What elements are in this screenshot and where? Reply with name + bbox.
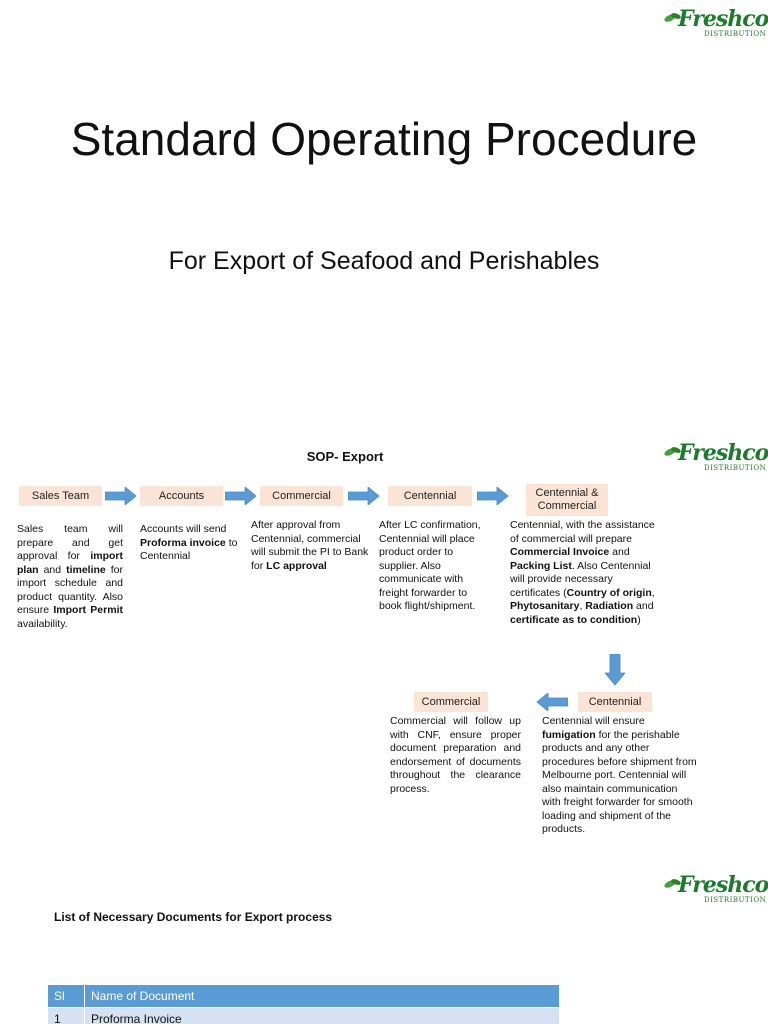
desc-commercial: After approval from Centennial, commercial will submit the PI to Bank for LC approval [251,519,369,572]
freshco-logo [664,6,768,48]
page-title: Standard Operating Procedure [70,113,698,165]
step-centennial: Centennial [388,486,472,506]
logo-wordmark: Freshco [678,6,768,32]
column-header-sl: Sl [48,985,85,1008]
desc-centennial: After LC confirmation, Centennial will place product order to supplier. Also communicate with freight forwarder to book flight/shipment. [379,519,481,612]
desc-sales-team: Sales team will prepare and get approval for import plan and timeline for import schedule and product quantity. Also ensure Import Permit availability. [17,523,123,630]
sop-flow-slide [0,420,768,860]
arrow-right-icon [477,487,509,505]
step-commercial-2: Commercial [414,692,488,712]
logo-subtitle: DISTRIBUTION [704,30,767,38]
arrow-left-icon [536,693,568,711]
sop-heading: SOP- Export [306,449,384,464]
logo-wordmark: Freshco [678,872,768,898]
documents-slide [0,860,768,1024]
table-row [48,1008,560,1024]
step-centennial-commercial: Centennial & Commercial [526,484,608,516]
logo-subtitle: DISTRIBUTION [704,464,767,472]
cell-document-name: Proforma Invoice [85,1008,560,1024]
step-commercial: Commercial [260,486,343,506]
desc-centennial-2: Centennial will ensure fumigation for the perishable products and any other procedures before shipment from Melbourne port. Centennial will also maintain communication with freight forwarder for smooth loading and shipment of the products. [542,715,697,835]
cell-sl: 1 [48,1008,85,1024]
arrow-right-icon [225,487,257,505]
cover-slide [0,0,768,420]
step-sales-team: Sales Team [19,486,102,506]
desc-centennial-commercial: Centennial, with the assistance of commercial will prepare Commercial Invoice and Packing List. Also Centennial will provide necessary certificates (Country of origin, Phytosanitary, Radiation and certificate as to condition) [510,519,655,626]
documents-heading: List of Necessary Documents for Export process [54,910,333,924]
step-centennial-2: Centennial [578,692,652,712]
desc-accounts: Accounts will send Proforma invoice to Centennial [140,523,238,562]
logo-subtitle: DISTRIBUTION [704,896,767,904]
column-header-name: Name of Document [85,985,560,1008]
table-header-row [48,985,560,1008]
documents-table [48,985,560,1024]
desc-commercial-2: Commercial will follow up with CNF, ensure proper document preparation and endorsement of documents throughout the clearance process. [390,715,521,795]
step-accounts: Accounts [140,486,223,506]
arrow-down-icon [605,654,625,686]
page-subtitle: For Export of Seafood and Perishables [168,247,600,275]
arrow-right-icon [105,487,137,505]
logo-wordmark: Freshco [678,440,768,466]
freshco-logo [664,872,768,914]
arrow-right-icon [348,487,380,505]
